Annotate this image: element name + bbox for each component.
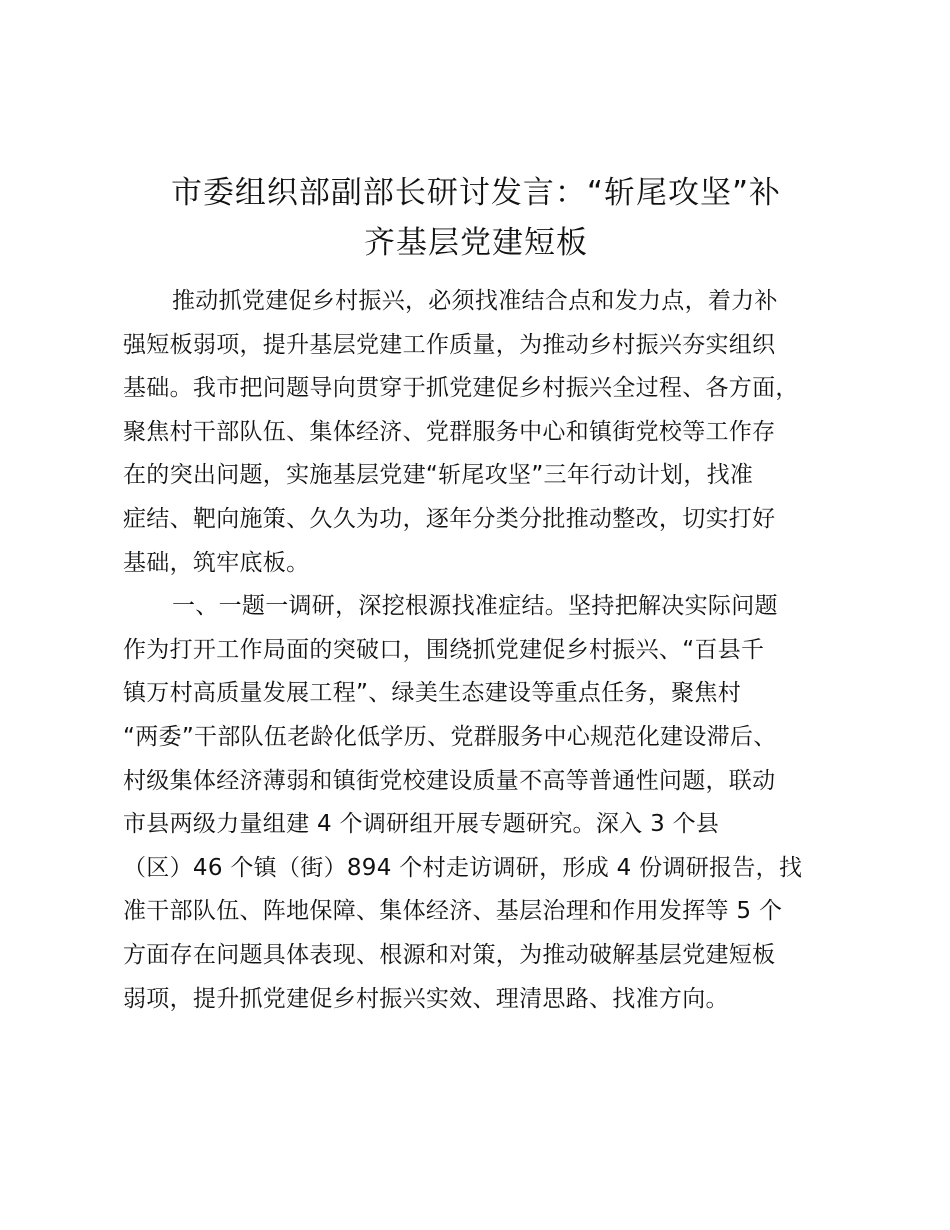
paragraph-line: 症结、靶向施策、久久为功，逐年分类分批推动整改，切实打好 (123, 505, 776, 532)
paragraph-line: 一、一题一调研，深挖根源找准症结。坚持把解决实际问题 (172, 593, 778, 620)
paragraph-line: 村级集体经济薄弱和镇街党校建设质量不高等普通性问题，联动 (123, 767, 776, 794)
title-line: 市委组织部副部长研讨发言：“斩尾攻坚”补 (170, 175, 782, 211)
document-title (120, 168, 832, 268)
paragraph-section-1 (123, 585, 835, 1021)
paragraph-line: 方面存在问题具体表现、根源和对策，为推动破解基层党建短板 (123, 941, 776, 968)
paragraph-line: “两委”干部队伍老龄化低学历、党群服务中心规范化建设滞后、 (123, 723, 777, 750)
paragraph-line: 推动抓党建促乡村振兴，必须找准结合点和发力点，着力补 (172, 288, 778, 314)
paragraph-intro (123, 280, 835, 585)
title-line: 齐基层党建短板 (364, 225, 588, 261)
paragraph-line: 作为打开工作局面的突破口，围绕抓党建促乡村振兴、“百县千 (123, 636, 765, 663)
paragraph-line: 镇万村高质量发展工程”、绿美生态建设等重点任务，聚焦村 (123, 680, 742, 707)
paragraph-line: 基础。我市把问题导向贯穿于抓党建促乡村振兴全过程、各方面， (123, 375, 799, 402)
paragraph-line: 强短板弱项，提升基层党建工作质量，为推动乡村振兴夯实组织 (123, 331, 776, 358)
paragraph-line: 在的突出问题，实施基层党建“斩尾攻坚”三年行动计划，找准 (123, 462, 754, 489)
paragraph-line: 聚焦村干部队伍、集体经济、党群服务中心和镇街党校等工作存 (123, 418, 776, 445)
paragraph-line: 弱项，提升抓党建促乡村振兴实效、理清思路、找准方向。 (123, 985, 729, 1012)
paragraph-line: 市县两级力量组建 4 个调研组开展专题研究。深入 3 个县 (123, 811, 720, 838)
document-body (123, 280, 835, 1021)
paragraph-line: 基础，筑牢底板。 (123, 549, 310, 576)
paragraph-line: 准干部队伍、阵地保障、集体经济、基层治理和作用发挥等 5 个 (123, 898, 783, 925)
paragraph-line: （区）46 个镇（街）894 个村走访调研，形成 4 份调研报告，找 (123, 854, 803, 881)
